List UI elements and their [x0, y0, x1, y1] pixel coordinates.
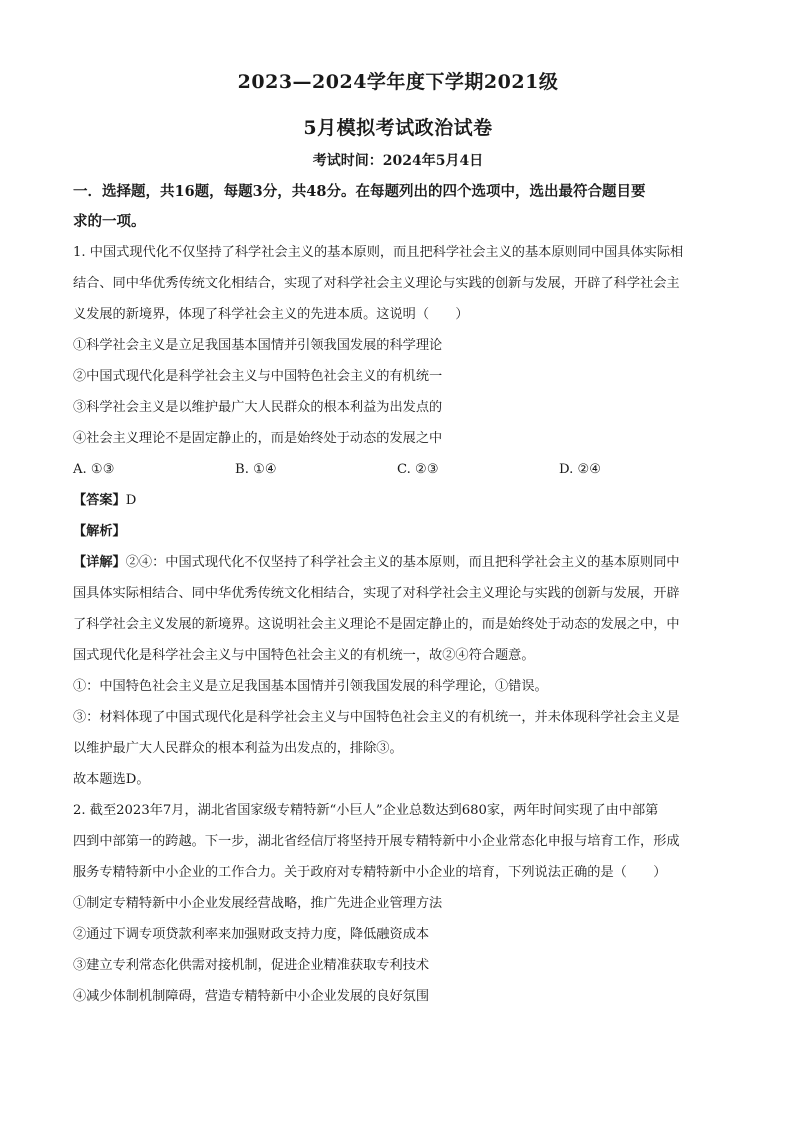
exam-title-line2: 5月模拟考试政治试卷 — [303, 117, 493, 139]
question-2 — [73, 795, 723, 1012]
analysis-line — [73, 516, 723, 547]
answer-line — [73, 485, 723, 516]
answer-value: D — [125, 493, 137, 508]
question-2-statement: ④减少体制机制障碍，营造专精特新中小企业发展的良好氛围 — [73, 989, 430, 1004]
question-1-statement: ①科学社会主义是立足我国基本国情并引领我国发展的科学理论 — [73, 338, 443, 353]
question-2-stem-line: 服务专精特新中小企业的工作合力。关于政府对专精特新中小企业的培育，下列说法正确的是（ ） — [73, 865, 667, 880]
detail-line: 了科学社会主义发展的新境界。这说明社会主义理论不是固定静止的，而是始终处于动态的发展之中，中 — [73, 617, 680, 632]
option-d: D. ②④ — [559, 462, 602, 477]
analysis-note-3: 以维护最广大人民群众的根本利益为出发点的，排除③。 — [73, 741, 403, 756]
question-2-statement: ①制定专精特新中小企业发展经营战略，推广先进企业管理方法 — [73, 896, 443, 911]
question-1-stem-line: 1. 中国式现代化不仅坚持了科学社会主义的基本原则，而且把科学社会主义的基本原则同中国具体实际相 — [73, 245, 684, 260]
analysis-note-1: ①：中国特色社会主义是立足我国基本国情并引领我国发展的科学理论，①错误。 — [73, 679, 548, 694]
question-2-statement: ②通过下调专项贷款利率来加强财政支持力度，降低融资成本 — [73, 927, 430, 942]
analysis-conclusion: 故本题选D。 — [73, 772, 150, 787]
section-heading-line1: 一．选择题，共16题，每题3分，共48分。在每题列出的四个选项中，选出最符合题目要 — [73, 183, 646, 200]
question-1-stem-line: 义发展的新境界，体现了科学社会主义的先进本质。这说明（ ） — [73, 307, 469, 322]
question-1-options — [73, 454, 723, 485]
section-heading-line2: 求的一项。 — [73, 213, 146, 230]
option-c: C. ②③ — [397, 462, 439, 477]
detail-line: 国式现代化是科学社会主义与中国特色社会主义的有机统一，故②④符合题意。 — [73, 648, 535, 663]
detail-line — [73, 547, 723, 578]
question-1-stem-line: 结合、同中华优秀传统文化相结合，实现了对科学社会主义理论与实践的创新与发展，开辟了科学社会主 — [73, 276, 680, 291]
analysis-note-3: ③：材料体现了中国式现代化是科学社会主义与中国特色社会主义的有机统一，并未体现科学社会主义是 — [73, 710, 680, 725]
exam-title-line1: 2023—2024学年度下学期2021级 — [237, 71, 559, 93]
question-2-stem-line: 四到中部第一的跨越。下一步，湖北省经信厅将坚持开展专精特新中小企业常态化申报与培育工作，形成 — [73, 834, 680, 849]
question-1-statement: ④社会主义理论不是固定静止的，而是始终处于动态的发展之中 — [73, 431, 443, 446]
exam-time: 考试时间：2024年5月4日 — [312, 153, 484, 169]
answer-tag: 【答案】 — [73, 493, 126, 508]
analysis-tag: 【解析】 — [73, 524, 126, 539]
question-1 — [73, 237, 723, 795]
detail-line: 国具体实际相结合、同中华优秀传统文化相结合，实现了对科学社会主义理论与实践的创新与发展，开辟 — [73, 586, 680, 601]
option-a: A. ①③ — [73, 462, 115, 477]
question-2-statement: ③建立专利常态化供需对接机制，促进企业精准获取专利技术 — [73, 958, 430, 973]
question-1-statement: ②中国式现代化是科学社会主义与中国特色社会主义的有机统一 — [73, 369, 443, 384]
detail-tag: 【详解】 — [73, 555, 126, 570]
detail-text: ②④：中国式现代化不仅坚持了科学社会主义的基本原则，而且把科学社会主义的基本原则同中 — [125, 555, 680, 570]
exam-page — [73, 70, 723, 1012]
option-b: B. ①④ — [235, 462, 277, 477]
question-1-statement: ③科学社会主义是以维护最广大人民群众的根本利益为出发点的 — [73, 400, 443, 415]
question-2-stem-line: 2. 截至2023年7月，湖北省国家级专精特新“小巨人”企业总数达到680家，两年时间实现了由中部第 — [73, 803, 659, 818]
